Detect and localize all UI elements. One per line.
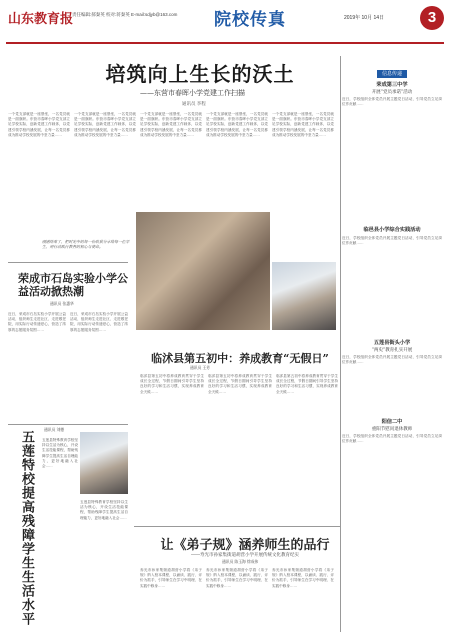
lead-body-col-5: 一个党支部就是一座堡垒，一名党员就是一面旗帜。东营市春晖小学党支部立足学校实际，创新党建工作载体，以党建引领学校内涵发展，让每一名党员都成为推动学校发展的中坚力量…… [272, 112, 334, 137]
sidebar-item-title: 五莲县街头小学 [373, 340, 411, 346]
article-byline-linshu: 通讯员 王芳 [190, 366, 211, 370]
lead-photo-secondary [272, 262, 336, 330]
sidebar-item-body: 近日，学校组织全体党员开展主题党日活动，引导党员立足岗位作贡献…… [342, 97, 442, 107]
article-headline-rongcheng: 荣成市石岛实验小学公益活动掀热潮 [18, 272, 128, 298]
article-subheadline-dizigui: ——寿光市孙家集街道胡营小学开展传统文化教育纪实 [191, 552, 299, 557]
article-body-linshu-col-3: 临沭县第五初中将养成教育贯穿于学生成长全过程，节假日期间引导学生坚持良好的学习和生活习惯，实现养成教育全天候…… [276, 374, 338, 394]
article-byline-wulian: 通讯员 刘德 [44, 428, 65, 432]
article-headline-dizigui: 让《弟子规》涵养师生的品行 [160, 538, 330, 553]
article-byline-rongcheng: 通讯员 张惠华 [50, 302, 74, 306]
sidebar-item-body: 近日，学校组织全体党员开展主题党日活动，引导党员立足岗位作贡献…… [342, 434, 442, 444]
sidebar-tag: 信息传递 [377, 70, 407, 78]
sidebar-item-body: 近日，学校组织全体党员开展主题党日活动，引导党员立足岗位作贡献…… [342, 355, 442, 365]
lead-body-col-1: 一个党支部就是一座堡垒，一名党员就是一面旗帜。东营市春晖小学党支部立足学校实际，创新党建工作载体，以党建引领学校内涵发展，让每一名党员都成为推动学校发展的中坚力量…… [8, 112, 70, 137]
article-body-wulian-col-2: 五莲县特殊教育学校坚持以生活为核心，开设生活技能课程，帮助残障学生提高生活自理能力，更好地融入社会…… [80, 500, 128, 520]
divider [134, 526, 340, 527]
sidebar-divider [340, 56, 341, 632]
article-byline-dizigui: 通讯员 陈玉海 徐成伟 [222, 560, 259, 564]
article-body-dizigui-col-2: 寿光市孙家集街道胡营小学将《弟子规》纳入校本课程，以诵读、践行、评价为抓手，引导师生在学习中明理、在实践中修身…… [206, 568, 268, 588]
editor-line: 责任编辑:郝秦英 校对:蒋秦英 E-mail:sdjyb@163.com [72, 12, 178, 17]
sidebar-item-body: 近日，学校组织全体党员开展主题党日活动，引导党员立足岗位作贡献…… [342, 236, 442, 246]
article-headline-linshu: 临沭县第五初中：养成教育“无假日” [151, 352, 329, 365]
lead-body-col-2: 一个党支部就是一座堡垒，一名党员就是一面旗帜。东营市春晖小学党支部立足学校实际，创新党建工作载体，以党建引领学校内涵发展，让每一名党员都成为推动学校发展的中坚力量…… [74, 112, 136, 137]
article-body-linshu-col-1: 临沭县第五初中将养成教育贯穿于学生成长全过程，节假日期间引导学生坚持良好的学习和生活习惯，实现养成教育全天候…… [140, 374, 204, 394]
article-body-rongcheng-col-2: 近日，荣成市石岛实验小学开展公益活动，组织师生走进社区、走进敬老院，用实际行动传递爱心，营造了浓厚的志愿服务氛围…… [70, 312, 128, 332]
lead-quote: 刚刚结束了，把时光中的每一份收获分享给每一位学生，用行动践行教育的初心与使命。 [42, 240, 130, 249]
sidebar [342, 60, 442, 574]
article-body-linshu-col-2: 临沭县第五初中将养成教育贯穿于学生成长全过程，节假日期间引导学生坚持良好的学习和生活习惯，实现养成教育全天候…… [208, 374, 272, 394]
article-headline-wulian: 五莲特校提高残障学生生活水平 [19, 430, 34, 626]
article-body-dizigui-col-3: 寿光市孙家集街道胡营小学将《弟子规》纳入校本课程，以诵读、践行、评价为抓手，引导师生在学习中明理、在实践中修身…… [272, 568, 334, 588]
lead-headline: 培筑向上生长的沃土 [105, 62, 295, 86]
sidebar-item-subtitle: 重阳节慰问退休教师 [371, 427, 413, 432]
sidebar-item-title: 阳信二中 [381, 419, 403, 425]
page-number-badge: 3 [420, 6, 444, 30]
section-title: 院校传真 [214, 10, 286, 30]
divider [8, 424, 128, 425]
masthead [6, 4, 444, 44]
lead-byline: 通讯员 李程 [182, 101, 206, 106]
paper-name: 山东教育报 [8, 12, 74, 27]
divider [8, 262, 128, 263]
lead-body-col-3: 一个党支部就是一座堡垒，一名党员就是一面旗帜。东营市春晖小学党支部立足学校实际，创新党建工作载体，以党建引领学校内涵发展，让每一名党员都成为推动学校发展的中坚力量…… [140, 112, 202, 137]
sidebar-item-title: 临邑县小学综合实践活动 [363, 227, 421, 233]
lead-photo [136, 212, 270, 330]
article-body-dizigui-col-1: 寿光市孙家集街道胡营小学将《弟子规》纳入校本课程，以诵读、践行、评价为抓手，引导师生在学习中明理、在实践中修身…… [140, 568, 202, 588]
sidebar-item-subtitle: 开展“党员承诺”活动 [371, 90, 413, 95]
sidebar-item-subtitle: “两史”教育扎实开展 [371, 348, 413, 353]
issue-date: 2019年 10月 14日 [344, 15, 385, 21]
lead-subheadline: ——东营市春晖小学党建工作扫描 [140, 89, 245, 97]
sidebar-item-title: 荣成第三中学 [376, 82, 408, 88]
lead-body-col-4: 一个党支部就是一座堡垒，一名党员就是一面旗帜。东营市春晖小学党支部立足学校实际，创新党建工作载体，以党建引领学校内涵发展，让每一名党员都成为推动学校发展的中坚力量…… [206, 112, 268, 137]
article-body-wulian-col-1: 五莲县特殊教育学校坚持以生活为核心，开设生活技能课程，帮助残障学生提高生活自理能力，更好地融入社会…… [42, 438, 78, 469]
article-photo-wulian [80, 432, 128, 494]
article-body-rongcheng-col-1: 近日，荣成市石岛实验小学开展公益活动，组织师生走进社区、走进敬老院，用实际行动传递爱心，营造了浓厚的志愿服务氛围…… [8, 312, 66, 332]
